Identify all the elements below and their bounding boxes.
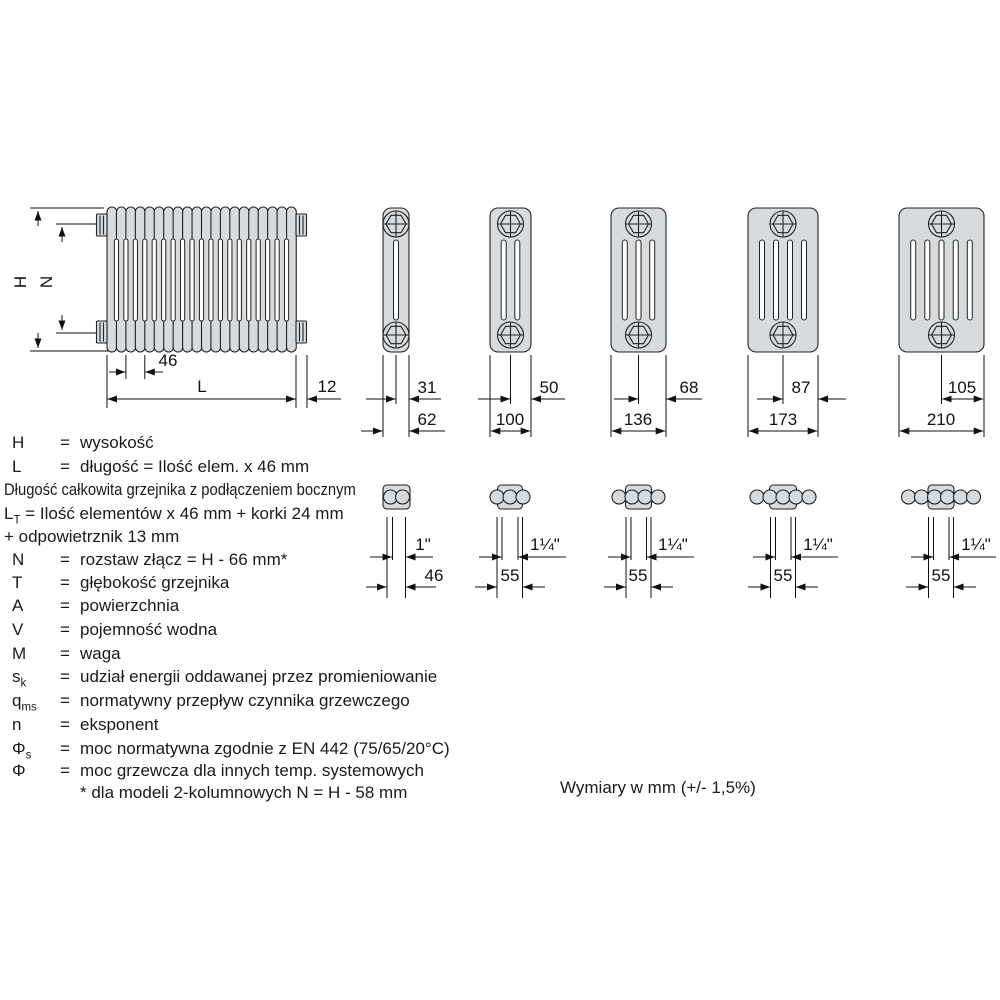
front-view-dimensions [107, 351, 341, 408]
top-view-3col [475, 485, 566, 598]
dim-label-element-width: 46 [158, 351, 178, 370]
top-view-5col [748, 485, 838, 598]
front-view [11, 207, 341, 408]
dim-label-hub-width: 55 [931, 566, 951, 585]
dim-label-half-depth: 68 [679, 378, 699, 397]
dim-label-depth: 173 [768, 410, 798, 429]
legend-row-phi: Φ = moc grzewcza dla innych temp. systemowych [12, 761, 424, 780]
cross-section-5col [748, 208, 846, 437]
legend-row-sk: $s_k$ = udział energii oddawanej przez promieniowanie [12, 667, 438, 690]
dimensions-note: Wymiary w mm (+/- 1,5%) [560, 778, 756, 797]
legend-row-V: V = pojemność wodna [12, 620, 218, 639]
legend-row-H: H = wysokość [12, 433, 154, 452]
dim-label-thread: 1¼" [961, 535, 991, 554]
dim-label-thread: 1¼" [530, 535, 560, 554]
dim-label-thread: 1¼" [803, 535, 833, 554]
legend-row-air-vent: + odpowietrznik 13 mm [4, 527, 180, 546]
cross-section-4col [611, 208, 702, 437]
dim-label-depth: 100 [495, 410, 525, 429]
dim-label-end-extension: 12 [317, 377, 337, 396]
legend-row-phi-s: $\Phi_s$ = moc normatywna zgodnie z EN 442 (75/65/20°C) [12, 739, 450, 762]
legend-row-footnote: * dla modeli 2-kolumnowych N = H - 58 mm [80, 783, 408, 802]
dim-label-hub-width: 55 [628, 566, 648, 585]
dim-label-hub-width: 46 [424, 566, 444, 585]
dim-label-depth: 210 [926, 410, 956, 429]
dim-label-depth: 62 [417, 410, 437, 429]
dim-label-thread: 1¼" [658, 535, 688, 554]
dim-label-half-depth: 87 [791, 378, 811, 397]
dim-label-length: L [197, 377, 207, 396]
dim-label-half-depth: 31 [417, 378, 437, 397]
legend-row-LT: $L_T$ = Ilość elementów x 46 mm + korki 24 mm [4, 504, 344, 527]
top-view-2col [366, 485, 443, 598]
dim-label-thread: 1" [415, 535, 431, 554]
legend-row-L: L = długość = Ilość elem. x 46 mm [12, 457, 310, 476]
top-view-6col [902, 485, 997, 598]
legend-row-N: N = rozstaw złącz = H - 66 mm* [12, 550, 288, 569]
dim-label-depth: 136 [623, 410, 653, 429]
dim-label-hub-width: 55 [500, 566, 520, 585]
cross-section-3col [478, 208, 565, 437]
legend-row-M: M = waga [12, 644, 121, 663]
legend-row-T: T = głębokość grzejnika [12, 573, 230, 592]
dim-label-half-depth: 105 [947, 378, 977, 397]
top-view-4col [604, 485, 694, 598]
legend-row-n: n = eksponent [12, 715, 159, 734]
dim-label-hub-width: 55 [773, 566, 793, 585]
legend-row-A: A = powierzchnia [12, 596, 180, 615]
dim-label-spacing: N [37, 275, 56, 289]
cross-section-6col [899, 208, 984, 437]
legend-row-qms: $q_{ms}$ = normatywny przepływ czynnika grzewczego [12, 691, 410, 714]
cross-section-2col [361, 208, 445, 437]
legend-row-total-length-title: Długość całkowita grzejnika z podłączeniem bocznym [4, 480, 356, 499]
dim-label-half-depth: 50 [539, 378, 559, 397]
dim-label-height: H [11, 275, 30, 289]
